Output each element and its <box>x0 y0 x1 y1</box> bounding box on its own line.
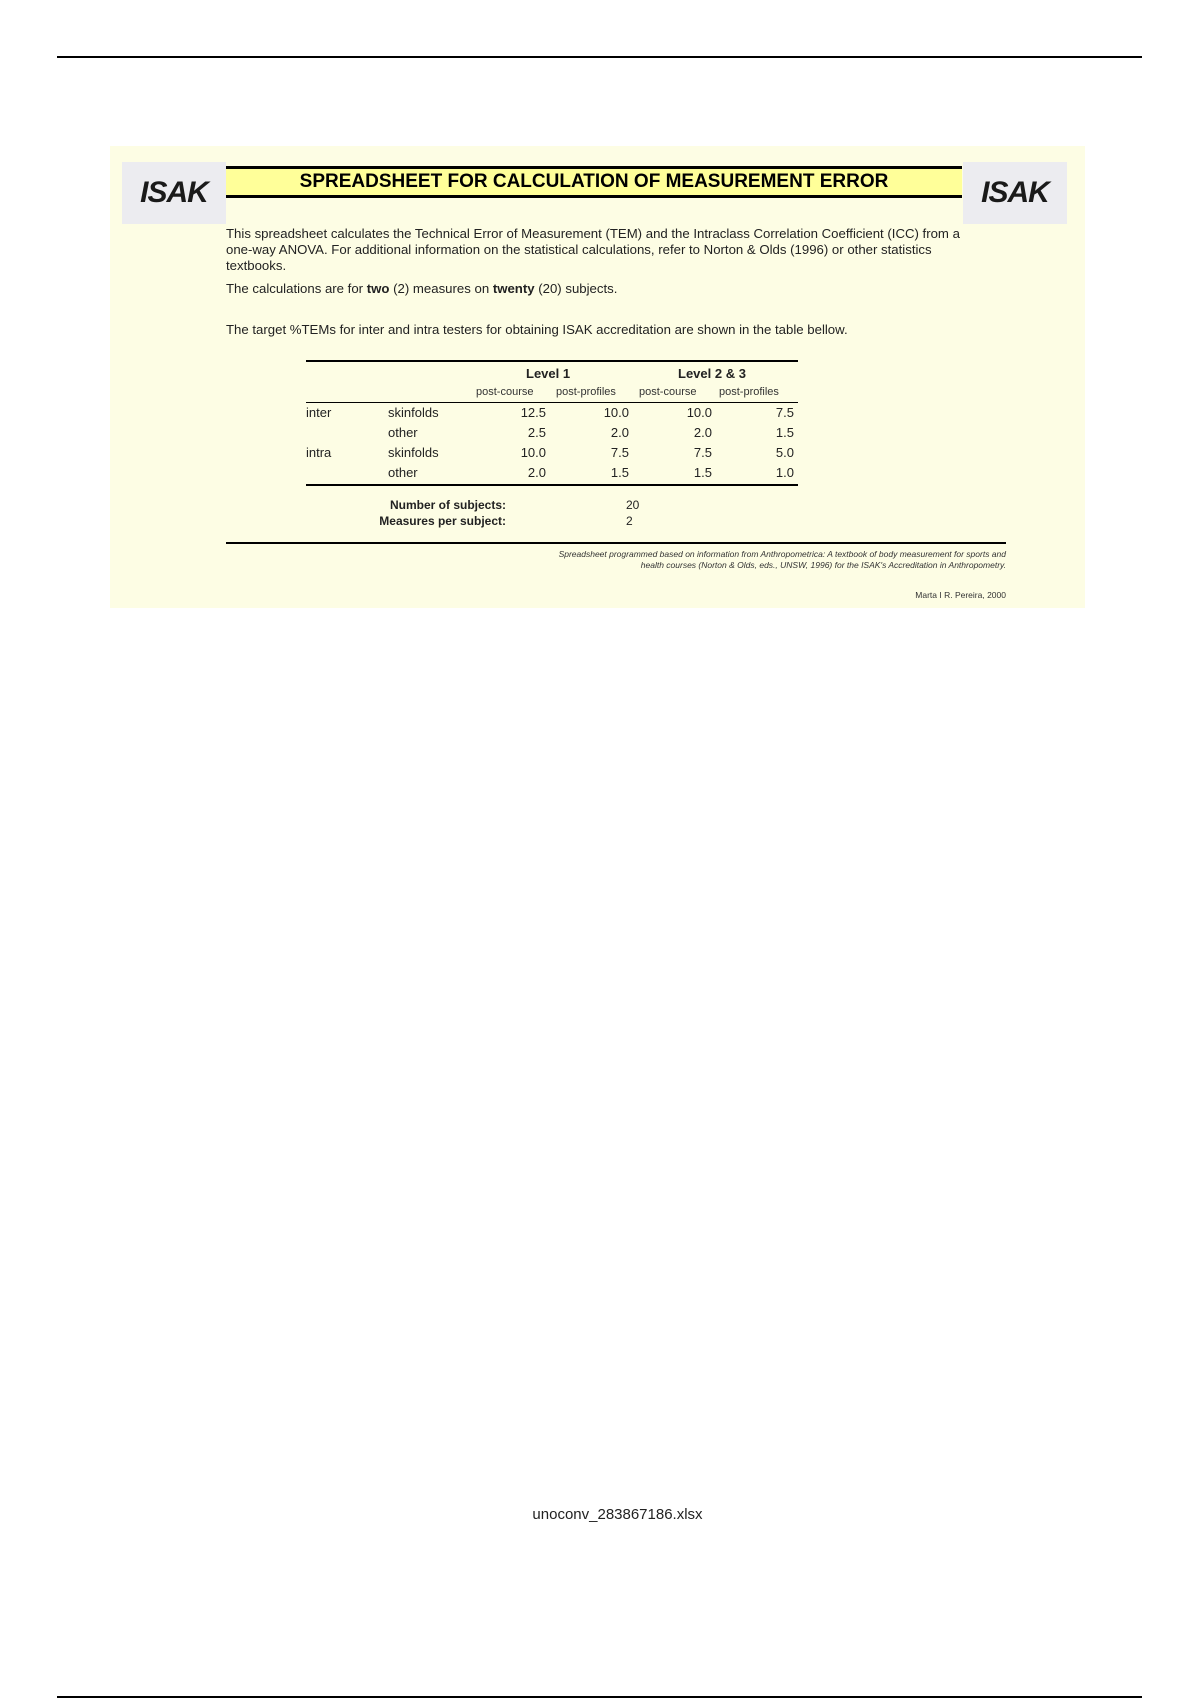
value-cell: 12.5 <box>520 405 546 420</box>
isak-logo-text: ISAK <box>140 176 208 209</box>
subjects-label: Number of subjects: <box>389 498 506 512</box>
sub-header: post-course <box>639 386 697 398</box>
sub-header: post-course <box>476 386 534 398</box>
tester-cell: intra <box>306 445 332 460</box>
table-bottom-rule <box>306 484 798 486</box>
page-top-rule <box>57 56 1142 58</box>
table-row <box>306 443 798 463</box>
type-cell: other <box>388 425 418 440</box>
table-level-header <box>306 362 798 384</box>
page-title: SPREADSHEET FOR CALCULATION OF MEASUREMENT ERROR <box>299 171 889 192</box>
value-cell: 1.5 <box>775 425 794 440</box>
level1-header: Level 1 <box>526 366 571 381</box>
isak-logo-right <box>963 162 1067 224</box>
credit-author: Marta I R. Pereira, 2000 <box>915 590 1006 600</box>
summary-block <box>226 498 726 530</box>
measures-label: Measures per subject: <box>379 514 506 528</box>
credit-note: Spreadsheet programmed based on information from Anthropometrica: A textbook of body measurement for sports and health courses (Norton & Olds, eds., UNSW, 1996) for the ISAK's Accreditation in Anthropometry. <box>558 549 1006 570</box>
value-cell: 5.0 <box>775 445 794 460</box>
intro-paragraph: This spreadsheet calculates the Technical Error of Measurement (TEM) and the Intraclass Correlation Coefficient (ICC) from a one-way ANOVA. For additional information on the statistical calculations, refer to Norton & Olds (1996) or other statistics textbooks. <box>226 226 960 273</box>
footer-rule <box>226 542 1006 544</box>
value-cell: 1.5 <box>610 465 629 480</box>
type-cell: skinfolds <box>388 445 439 460</box>
value-cell: 7.5 <box>775 405 794 420</box>
table-row <box>306 463 798 483</box>
isak-logo-left <box>122 162 226 224</box>
type-cell: skinfolds <box>388 405 439 420</box>
table-row <box>306 423 798 443</box>
type-cell: other <box>388 465 418 480</box>
level23-header: Level 2 & 3 <box>678 366 746 381</box>
measures-row <box>226 514 726 530</box>
isak-logo-text: ISAK <box>981 176 1049 209</box>
value-cell: 2.0 <box>610 425 629 440</box>
tester-cell: inter <box>306 405 332 420</box>
value-cell: 2.5 <box>527 425 546 440</box>
table-row <box>306 403 798 423</box>
sub-header: post-profiles <box>556 386 616 398</box>
calc-prefix: The calculations are for <box>226 281 367 296</box>
table-sub-header <box>306 384 798 402</box>
subjects-value: 20 <box>626 498 640 512</box>
value-cell: 10.0 <box>603 405 629 420</box>
value-cell: 2.0 <box>527 465 546 480</box>
file-name-label: unoconv_283867186.xlsx <box>532 1506 703 1523</box>
tem-target-table <box>306 360 798 486</box>
measures-value: 2 <box>626 514 633 528</box>
subjects-row <box>226 498 726 514</box>
value-cell: 10.0 <box>520 445 546 460</box>
calc-mid: (2) measures on <box>389 281 493 296</box>
value-cell: 7.5 <box>610 445 629 460</box>
value-cell: 1.5 <box>693 465 712 480</box>
sub-header: post-profiles <box>719 386 779 398</box>
title-bar <box>226 166 962 198</box>
calculation-note <box>226 281 986 297</box>
calc-two: two <box>366 281 390 296</box>
spreadsheet-area <box>110 146 1085 608</box>
value-cell: 1.0 <box>775 465 794 480</box>
calc-suffix: (20) subjects. <box>534 281 618 296</box>
value-cell: 10.0 <box>686 405 712 420</box>
calc-twenty: twenty <box>492 281 535 296</box>
value-cell: 7.5 <box>693 445 712 460</box>
target-paragraph: The target %TEMs for inter and intra testers for obtaining ISAK accreditation are shown in the table bellow. <box>226 322 848 337</box>
page-bottom-rule <box>57 1696 1142 1698</box>
value-cell: 2.0 <box>693 425 712 440</box>
